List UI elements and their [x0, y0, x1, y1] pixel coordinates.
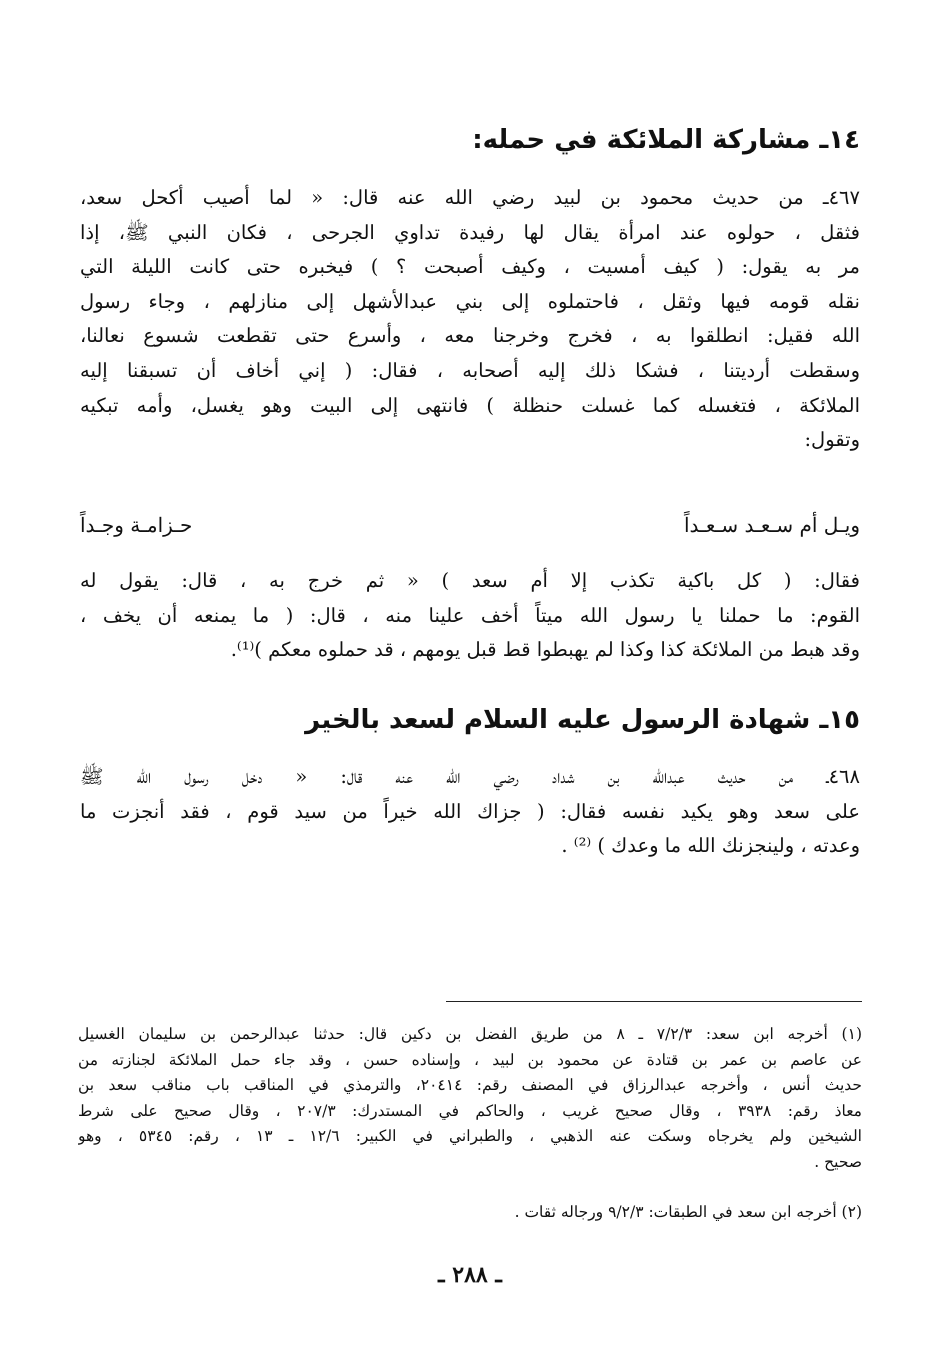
- footnote-2: [78, 1200, 862, 1226]
- section-heading-14: ١٤ـ مشاركة الملائكة في حمله:: [472, 125, 860, 155]
- paragraph-line: الله فقيل: انطلقوا به ، فخرج وخرجنا معه ، وأسرع حتى تقطعت شسوع نعالنا،: [80, 324, 860, 348]
- footnote-line: صحيح .: [814, 1152, 862, 1171]
- paragraph-line: نقله قومه فيها وثقل ، فاحتملوه إلى بني عبدالأشهل إلى منازلهم ، وجاء رسول: [80, 289, 860, 313]
- hadith-468-paragraph: [80, 760, 860, 864]
- footnote-line: (٢) أخرجه ابن سعد في الطبقات: ٩/٢/٣ ورجاله ثقات .: [514, 1203, 862, 1221]
- footnote-line: (١) أخرجه ابن سعد: ٧/٢/٣ ـ ٨ من طريق الفضل بن دكين قال: حدثنا عبدالرحمن بن سليمان الغسيل: [78, 1025, 862, 1043]
- paragraph-line: مر به يقول: ( كيف أمسيت ، وكيف أصبحت ؟ ) فيخبره حتى كانت الليلة التي: [80, 255, 860, 279]
- section-heading-15: ١٥ـ شهادة الرسول عليه السلام لسعد بالخير: [305, 705, 860, 735]
- footnote-line: معاذ رقم: ٣٩٣٨ ، وقال صحيح غريب ، والحاكم في المستدرك: ٢٠٧/٣ ، وقال صحيح على شرط: [78, 1101, 862, 1120]
- footnote-line: عن عاصم بن عمر بن قتادة عن محمود بن لبيد ، وإسناده حسن ، وقد جاء حمل الملائكة لجنازته من: [78, 1050, 862, 1069]
- paragraph-line: القوم: ما حملنا يا رسول الله ميتاً أخف علينا منه ، قال: ( ما يمنعه أن يخف ،: [80, 603, 860, 627]
- verse-second-hemistich: حـزامـة وجـداً: [80, 513, 193, 537]
- poetry-verse: [80, 505, 860, 545]
- footnote-separator: [446, 1001, 862, 1002]
- paragraph-line: ٤٦٧ـ من حديث محمود بن لبيد رضي الله عنه قال: « لما أصيب أكحل سعد،: [80, 186, 860, 209]
- footnote-1: [78, 1022, 862, 1176]
- hadith-467-paragraph: [80, 181, 860, 458]
- footnote-line: الشيخين ولم يخرجاه وسكت عنه الذهبي ، والطبراني في الكبير: ١٢/٦ ـ ١٣ ، رقم: ٥٣٤٥ ، وهو: [78, 1127, 862, 1146]
- paragraph-line: فقال: ( كل باكية تكذب إلا أم سعد ) « ثم خرج به ، قال: يقول له: [80, 569, 860, 592]
- paragraph-line: الملائكة ، فتغسله كما غسلت حنظلة ) فانتهى إلى البيت وهو يغسل، وأمه تبكيه: [80, 393, 860, 417]
- paragraph-line: وعدته ، ولينجزنك الله ما وعدك ) ⁽²⁾ .: [561, 834, 860, 858]
- footnote-line: حديث أنس ، وأخرجه عبدالرزاق في المصنف رقم: ٢٠٤١٤، والترمذي في المناقب باب مناقب سعد بن: [78, 1076, 862, 1095]
- paragraph-line: فثقل ، حولوه عند امرأة يقال لها رفيدة تداوي الجرحى ، فكان النبي ﷺ، إذا: [80, 220, 860, 244]
- page-number: ـ ٢٨٨ ـ: [438, 1262, 502, 1288]
- paragraph-line: وقد هبط من الملائكة كذا وكذا لم يهبطوا قط قبل يومهم ، قد حملوه معكم )⁽¹⁾.: [230, 638, 860, 662]
- paragraph-line: وسقطت أرديتنا ، فشكا ذلك إليه أصحابه ، فقال: ( إني أخاف أن تسبقنا إليه: [80, 358, 860, 382]
- hadith-467-continuation: [80, 564, 860, 668]
- verse-first-hemistich: ويـل أم سـعـد سـعـداً: [683, 513, 860, 537]
- paragraph-line: على سعد وهو يكيد نفسه فقال: ( جزاك الله خيراً من سيد قوم ، فقد أنجزت ما: [80, 799, 860, 823]
- paragraph-line: وتقول:: [804, 428, 860, 452]
- paragraph-line: ٤٦٨ـ من حديث عبدالله بن شداد رضي الله عنه قال: « دخل رسول الله ﷺ: [80, 765, 860, 788]
